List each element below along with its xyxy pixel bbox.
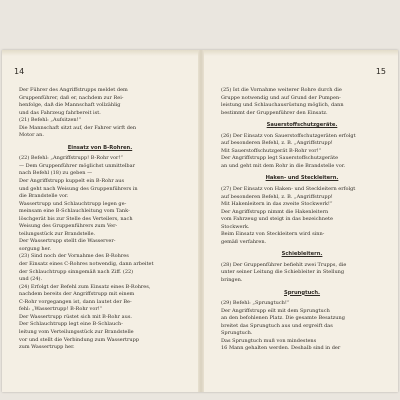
text-line: unter seiner Leitung die Schiebleiter in Stellung — [221, 269, 345, 276]
text-line: zum Wassertrupp her. — [19, 344, 75, 351]
text-line: Der Schlauchtrupp legt eine B-Schlauch- — [19, 321, 123, 328]
text-line: Der Wassertrupp stellt die Wasserver- — [19, 238, 116, 245]
text-line: Der Angriffstrupp legt Sauerstoffschutzgeräte — [221, 155, 339, 162]
text-line: breitet das Sprungtuch aus und ergreift das — [221, 322, 333, 329]
text-line: meinsam eine B-Schlauchleitung vom Tank- — [19, 208, 130, 215]
text-line: Gruppe notwendig und auf Grund der Pumpen- — [221, 94, 341, 101]
text-line: Der Wassertrupp rüstet sich mit B-Rohr aus. — [19, 313, 132, 320]
text-line: an den befohlenen Platz. Die gesamte Besatzung — [221, 315, 345, 322]
text-line: (21) Befehl: „Aufsitzen!“ — [19, 117, 82, 124]
text-line: nachdem bereits der Angriffstrupp mit einem — [19, 291, 135, 298]
text-line: (25) Ist die Vornahme weiterer Rohre durch die — [221, 87, 342, 93]
text-line: löschgerät bis zur Stelle des Verteilers, nach — [19, 215, 133, 222]
text-line: Beim Einsatz von Steckleitern wird sinn- — [221, 231, 325, 238]
text-line: vor und stellt die Verbindung zum Wassertrupp — [19, 336, 140, 343]
text-line: Gruppenführer, daß er, nachdem zur Rei- — [19, 94, 124, 101]
text-line: Der Angriffstrupp nimmt die Hakenleitern — [221, 208, 329, 215]
text-line: bringen. — [221, 277, 243, 284]
text-line: Der Angriffstrupp eilt mit dem Sprungtuch — [221, 307, 330, 314]
text-line: (27) Der Einsatz von Haken- und Steckleitern erfolgt — [221, 186, 356, 193]
section-heading: Sprungtuch. — [283, 289, 321, 296]
text-line: Mit Hakenleitern in das zweite Stockwerk!“ — [221, 201, 333, 208]
left-page-text — [14, 87, 186, 352]
page-number-right: 15 — [375, 68, 386, 76]
text-line: die Brandstelle vor. — [19, 193, 69, 200]
text-line: leistung und Schlauchausrüstung möglich, dann — [221, 102, 344, 109]
text-line: und geht nach Weisung des Gruppenführers in — [19, 185, 138, 192]
section-heading: Einsatz von B-Rohren. — [67, 144, 133, 151]
text-line: (22) Befehl: „Angriffstrupp! B-Rohr vor!“ — [19, 155, 123, 162]
text-line: nach Befehl (18) zu geben — — [19, 170, 93, 177]
section-heading: Sauerstoffschutzgeräte. — [266, 122, 338, 129]
text-line: (23) Sind noch der Vornahme des B-Rohres — [19, 253, 129, 260]
right-page — [216, 68, 388, 388]
text-line: Stockwerk. — [221, 223, 250, 230]
open-booklet — [2, 50, 398, 392]
text-line: henfolge, daß die Mannschaft vollzählig — [19, 102, 121, 109]
text-line: (24) Erfolgt der Befehl zum Einsatz eines B-Rohres, — [19, 283, 151, 290]
book-gutter — [198, 50, 204, 392]
text-line: C-Rohr vorgegangen ist, dann lautet der Be- — [19, 298, 132, 305]
text-line: Weisung des Gruppenführers zum Ver- — [19, 223, 118, 230]
text-line: Motor an. — [19, 132, 44, 139]
text-line: vom Fahrzeug und steigt in das bezeichnete — [221, 216, 333, 223]
text-line: 16 Mann gehalten werden. Deshalb sind in der — [221, 345, 341, 352]
paragraph-gap — [216, 246, 388, 248]
section-heading: Haken- und Steckleitern. — [265, 175, 339, 182]
text-line: Die Mannschaft sitzt auf, der Fahrer wirft den — [19, 124, 137, 131]
text-line: der Einsatz eines C-Rohres notwendig, dann arbeitet — [19, 261, 154, 268]
text-line: auf besonderen Befehl, z. B. „Angriffstrupp! — [221, 193, 333, 200]
paragraph-gap — [14, 140, 186, 142]
text-line: Wassertrupp und Schlauchtrupp legen ge- — [19, 200, 127, 207]
right-page-text — [216, 87, 388, 353]
page-number-left: 14 — [14, 68, 25, 76]
text-line: gemäß verfahren. — [221, 238, 267, 245]
text-line: (28) Der Gruppenführer befiehlt zwei Trupps, die — [221, 261, 347, 268]
text-line: (26) Der Einsatz von Sauerstoffschutzgeräten erfolgt — [221, 132, 356, 139]
text-line: Der Führer des Angriffstrupps meldet dem — [19, 87, 128, 93]
left-page — [14, 68, 186, 388]
paragraph-gap — [216, 117, 388, 119]
text-line: an und geht mit dem Rohr in die Brandstelle vor. — [221, 162, 346, 169]
text-line: sorgung her. — [19, 245, 52, 252]
text-line: leitung vom Verteilungsstück zur Brandstelle — [19, 328, 134, 335]
text-line: (29) Befehl: „Sprungtuch!“ — [221, 300, 290, 307]
text-line: der Schlauchtrupp sinngemäß nach Ziff. (22) — [19, 268, 134, 275]
text-line: und das Fahrzeug fahrbereit ist. — [19, 109, 101, 116]
text-line: teilungsstück zur Brandstelle. — [19, 230, 96, 237]
text-line: fehl: „Wassertrupp! B-Rohr vor!“ — [19, 306, 103, 313]
text-line: bestimmt der Gruppenführer den Einsatz. — [221, 109, 328, 116]
text-line: und (24). — [19, 276, 43, 283]
paragraph-gap — [216, 170, 388, 172]
text-line: Sprungtuch. — [221, 330, 253, 337]
text-line: Mit Sauerstoffschutzgerät B-Rohr vor!“ — [221, 147, 322, 154]
section-heading: Schiebleitern. — [281, 251, 323, 258]
text-line: Das Sprungtuch muß von mindestens — [221, 337, 317, 344]
text-line: Der Angriffstrupp kuppelt ein B-Rohr aus — [19, 178, 125, 185]
text-line: — Dem Gruppenführer möglichst unmittelbar — [19, 162, 135, 169]
paragraph-gap — [216, 285, 388, 287]
text-line: auf besonderen Befehl, z. B. „Angriffstrupp! — [221, 140, 333, 147]
